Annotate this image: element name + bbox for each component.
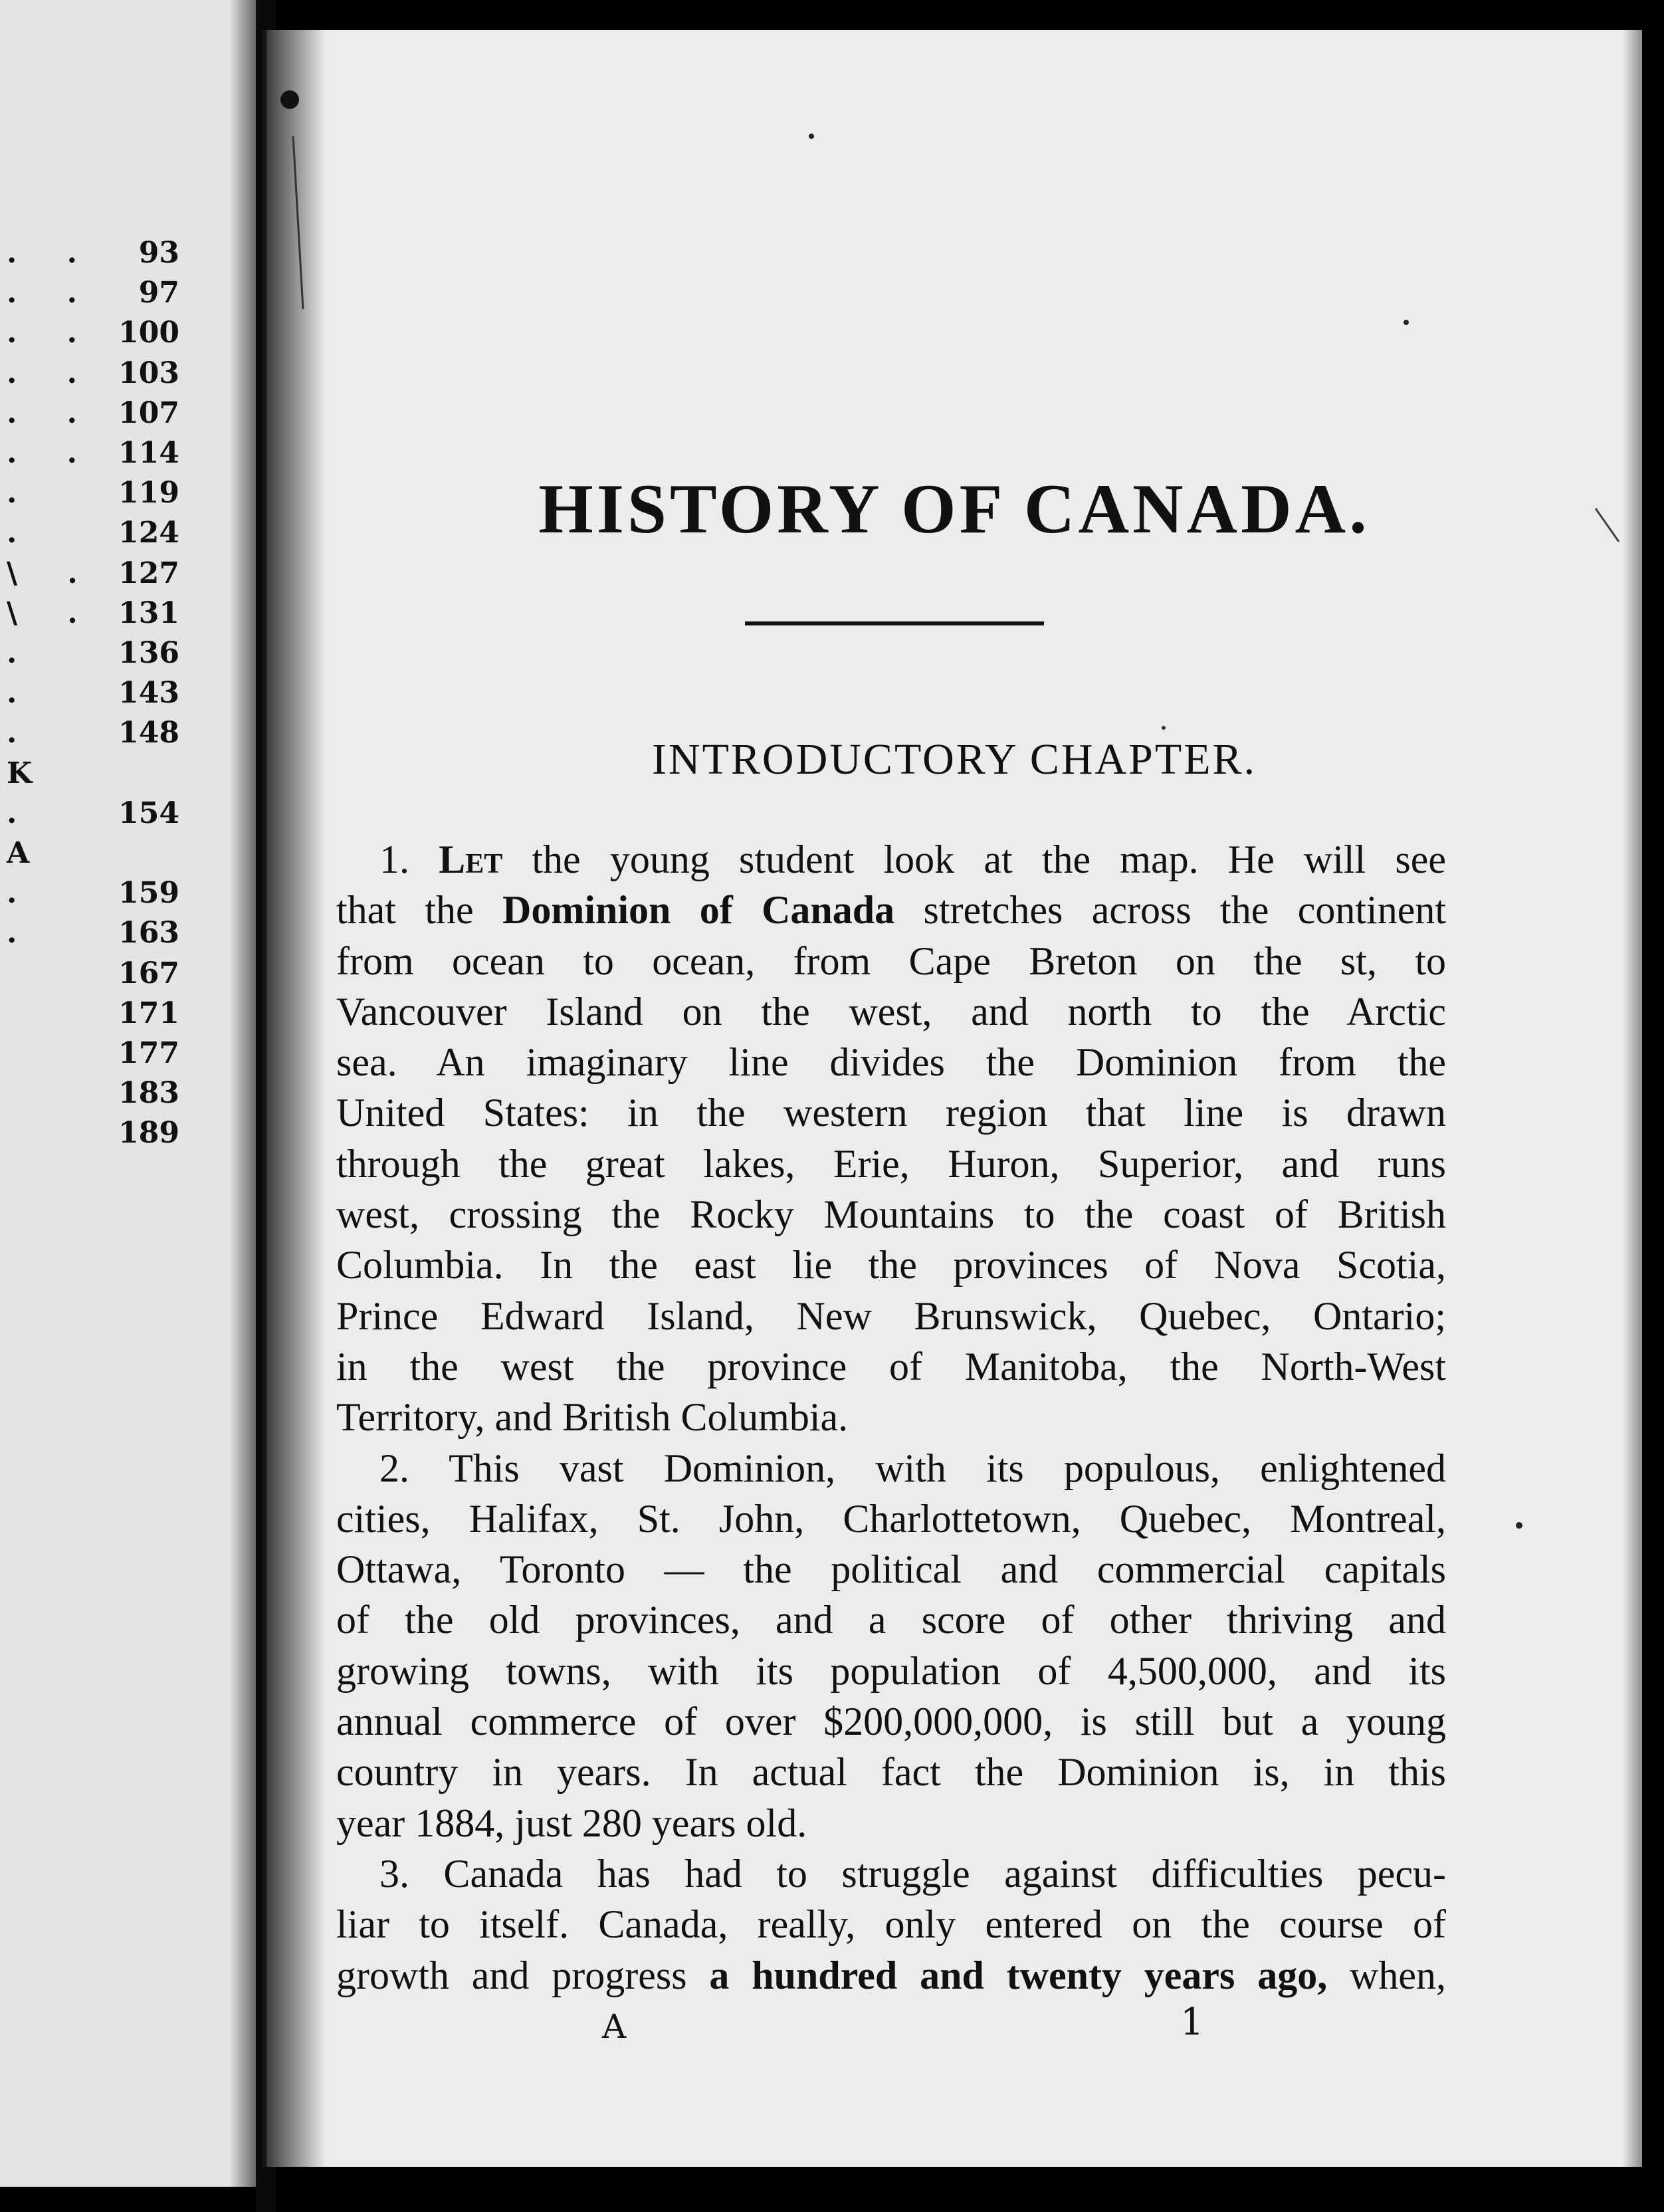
toc-page-number: 143: [118, 676, 179, 711]
toc-row: [0, 236, 179, 276]
left-page-fragment: [0, 0, 256, 2187]
toc-row: [0, 516, 179, 556]
toc-leader: . .: [7, 356, 97, 390]
book-page: [262, 30, 1642, 2167]
toc-row: [0, 956, 179, 996]
toc-leader: \ .: [7, 556, 98, 590]
paragraph1-line: 1. Let the young student look at the map. He will see: [379, 837, 1447, 881]
toc-page-number: 103: [118, 356, 179, 390]
paragraph1-line: Prince Edward Island, New Brunswick, Quebec, Ontario;: [336, 1293, 1446, 1338]
toc-page-number: 127: [118, 556, 179, 590]
paragraph-3: [336, 1848, 1446, 2001]
page-number: 1: [1180, 2001, 1204, 2044]
signature-mark: A: [602, 2007, 627, 2046]
paragraph1-line: from ocean to ocean, from Cape Breton on the st, to: [336, 939, 1446, 983]
toc-row: [0, 676, 179, 716]
toc-row: [0, 1116, 179, 1156]
paragraph1-line: sea. An imaginary line divides the Dominion from the: [336, 1040, 1446, 1085]
toc-leader: . .: [7, 316, 97, 350]
paragraph1-line: Vancouver Island on the west, and north to the Arctic: [336, 989, 1446, 1034]
paragraph1-line: United States: in the western region that line is drawn: [336, 1091, 1446, 1135]
body-text: [336, 834, 1446, 2001]
toc-page-number: 177: [118, 1036, 179, 1070]
toc-leader: . .: [7, 236, 97, 270]
paragraph1-line: Columbia. In the east lie the provinces of Nova Scotia,: [336, 1243, 1446, 1287]
toc-row: [0, 636, 179, 676]
toc-leader: . .: [7, 436, 97, 470]
toc-leader: . .: [7, 276, 97, 310]
toc-leader: .: [7, 476, 37, 510]
toc-page-number: 124: [118, 516, 179, 550]
page-title: HISTORY OF CANADA.: [538, 470, 1370, 548]
paragraph-2: [336, 1443, 1446, 1848]
toc-row: [0, 1076, 179, 1116]
toc-leader: A: [7, 836, 50, 870]
toc-row: [0, 436, 179, 476]
toc-page-number: 119: [118, 476, 179, 510]
toc-page-number: 159: [118, 876, 179, 911]
toc-row: [0, 276, 179, 316]
toc-leader: .: [7, 716, 37, 750]
paragraph2-line: Ottawa, Toronto — the political and commercial capitals: [336, 1547, 1446, 1592]
paragraph-3-line: 3. Canada has had to struggle against difficulties pecu-: [379, 1851, 1446, 1896]
paragraph2-line: of the old provinces, and a score of other thriving and: [336, 1598, 1446, 1642]
paragraph1-line: that the Dominion of Canada stretches across the continent: [336, 888, 1446, 933]
paragraph1-line: through the great lakes, Erie, Huron, Superior, and runs: [336, 1141, 1446, 1186]
toc-row: [0, 916, 179, 956]
toc-page-number: 189: [118, 1116, 179, 1151]
toc-leader: .: [7, 636, 37, 670]
toc-leader: .: [7, 916, 37, 950]
toc-leader: .: [7, 796, 37, 830]
toc-row: [0, 796, 179, 836]
page-shadow: [229, 0, 256, 2187]
toc-page-number: 167: [118, 956, 179, 990]
toc-leader: K: [7, 756, 52, 790]
toc-page-number: 148: [118, 716, 179, 750]
toc-page-number: 93: [138, 236, 179, 270]
toc-row: [0, 396, 179, 436]
paragraph2-line: cities, Halifax, St. John, Charlottetown, Quebec, Montreal,: [336, 1496, 1446, 1541]
toc-page-number: 114: [118, 436, 179, 470]
text-run: growth and progress: [336, 1953, 710, 1997]
toc-row: [0, 716, 179, 756]
paragraph-3-line-last: [336, 1950, 1446, 2001]
toc-row: [0, 556, 179, 596]
toc-leader: .: [7, 876, 37, 911]
toc-page-number: 100: [118, 316, 179, 350]
toc-page-number: 136: [118, 636, 179, 670]
paragraph2-line: growing towns, with its population of 4,500,000, and its: [336, 1648, 1446, 1693]
toc-page-number: 171: [118, 996, 179, 1030]
toc-row: [0, 356, 179, 396]
toc-row: [0, 756, 179, 796]
toc-page-number: 131: [118, 596, 179, 630]
toc-leader: . .: [7, 395, 97, 430]
bold-phrase: Dominion of Canada: [502, 888, 895, 933]
paragraph1-line: west, crossing the Rocky Mountains to the coast of British: [336, 1192, 1446, 1237]
paragraph-3-line: liar to itself. Canada, really, only entered on the course of: [336, 1902, 1446, 1947]
paragraph1-line: in the west the province of Manitoba, the North-West: [336, 1344, 1446, 1388]
text-run: when,: [1327, 1953, 1446, 1997]
toc-page-number: 97: [138, 276, 179, 310]
paragraph2-line: year 1884, just 280 years old.: [336, 1801, 807, 1845]
toc-row: [0, 836, 179, 876]
toc-row: [0, 876, 179, 916]
paragraph2-line: annual commerce of over $200,000,000, is still but a young: [336, 1700, 1446, 1744]
toc-leader: .: [7, 676, 37, 711]
toc-page-number: 183: [118, 1076, 179, 1111]
toc-page-number: 154: [118, 796, 179, 830]
paragraph1-line: Territory, and British Columbia.: [336, 1395, 849, 1440]
toc-row: [0, 1036, 179, 1076]
chapter-heading: INTRODUCTORY CHAPTER.: [651, 735, 1257, 784]
toc-leader: \ .: [7, 596, 98, 630]
toc-page-number: 163: [118, 916, 179, 950]
title-rule: [745, 621, 1044, 625]
paragraph2-line: 2. This vast Dominion, with its populous, enlightened: [379, 1446, 1446, 1490]
toc-row: [0, 476, 179, 516]
toc-row: [0, 596, 179, 636]
toc-row: [0, 316, 179, 356]
toc-row: [0, 996, 179, 1036]
bold-phrase: a hundred and twenty years ago,: [709, 1953, 1328, 1997]
toc-leader: .: [7, 516, 37, 550]
toc-page-number: 107: [118, 395, 179, 430]
paragraph-1: [336, 834, 1446, 1443]
paragraph2-line: country in years. In actual fact the Dominion is, in this: [336, 1750, 1446, 1795]
